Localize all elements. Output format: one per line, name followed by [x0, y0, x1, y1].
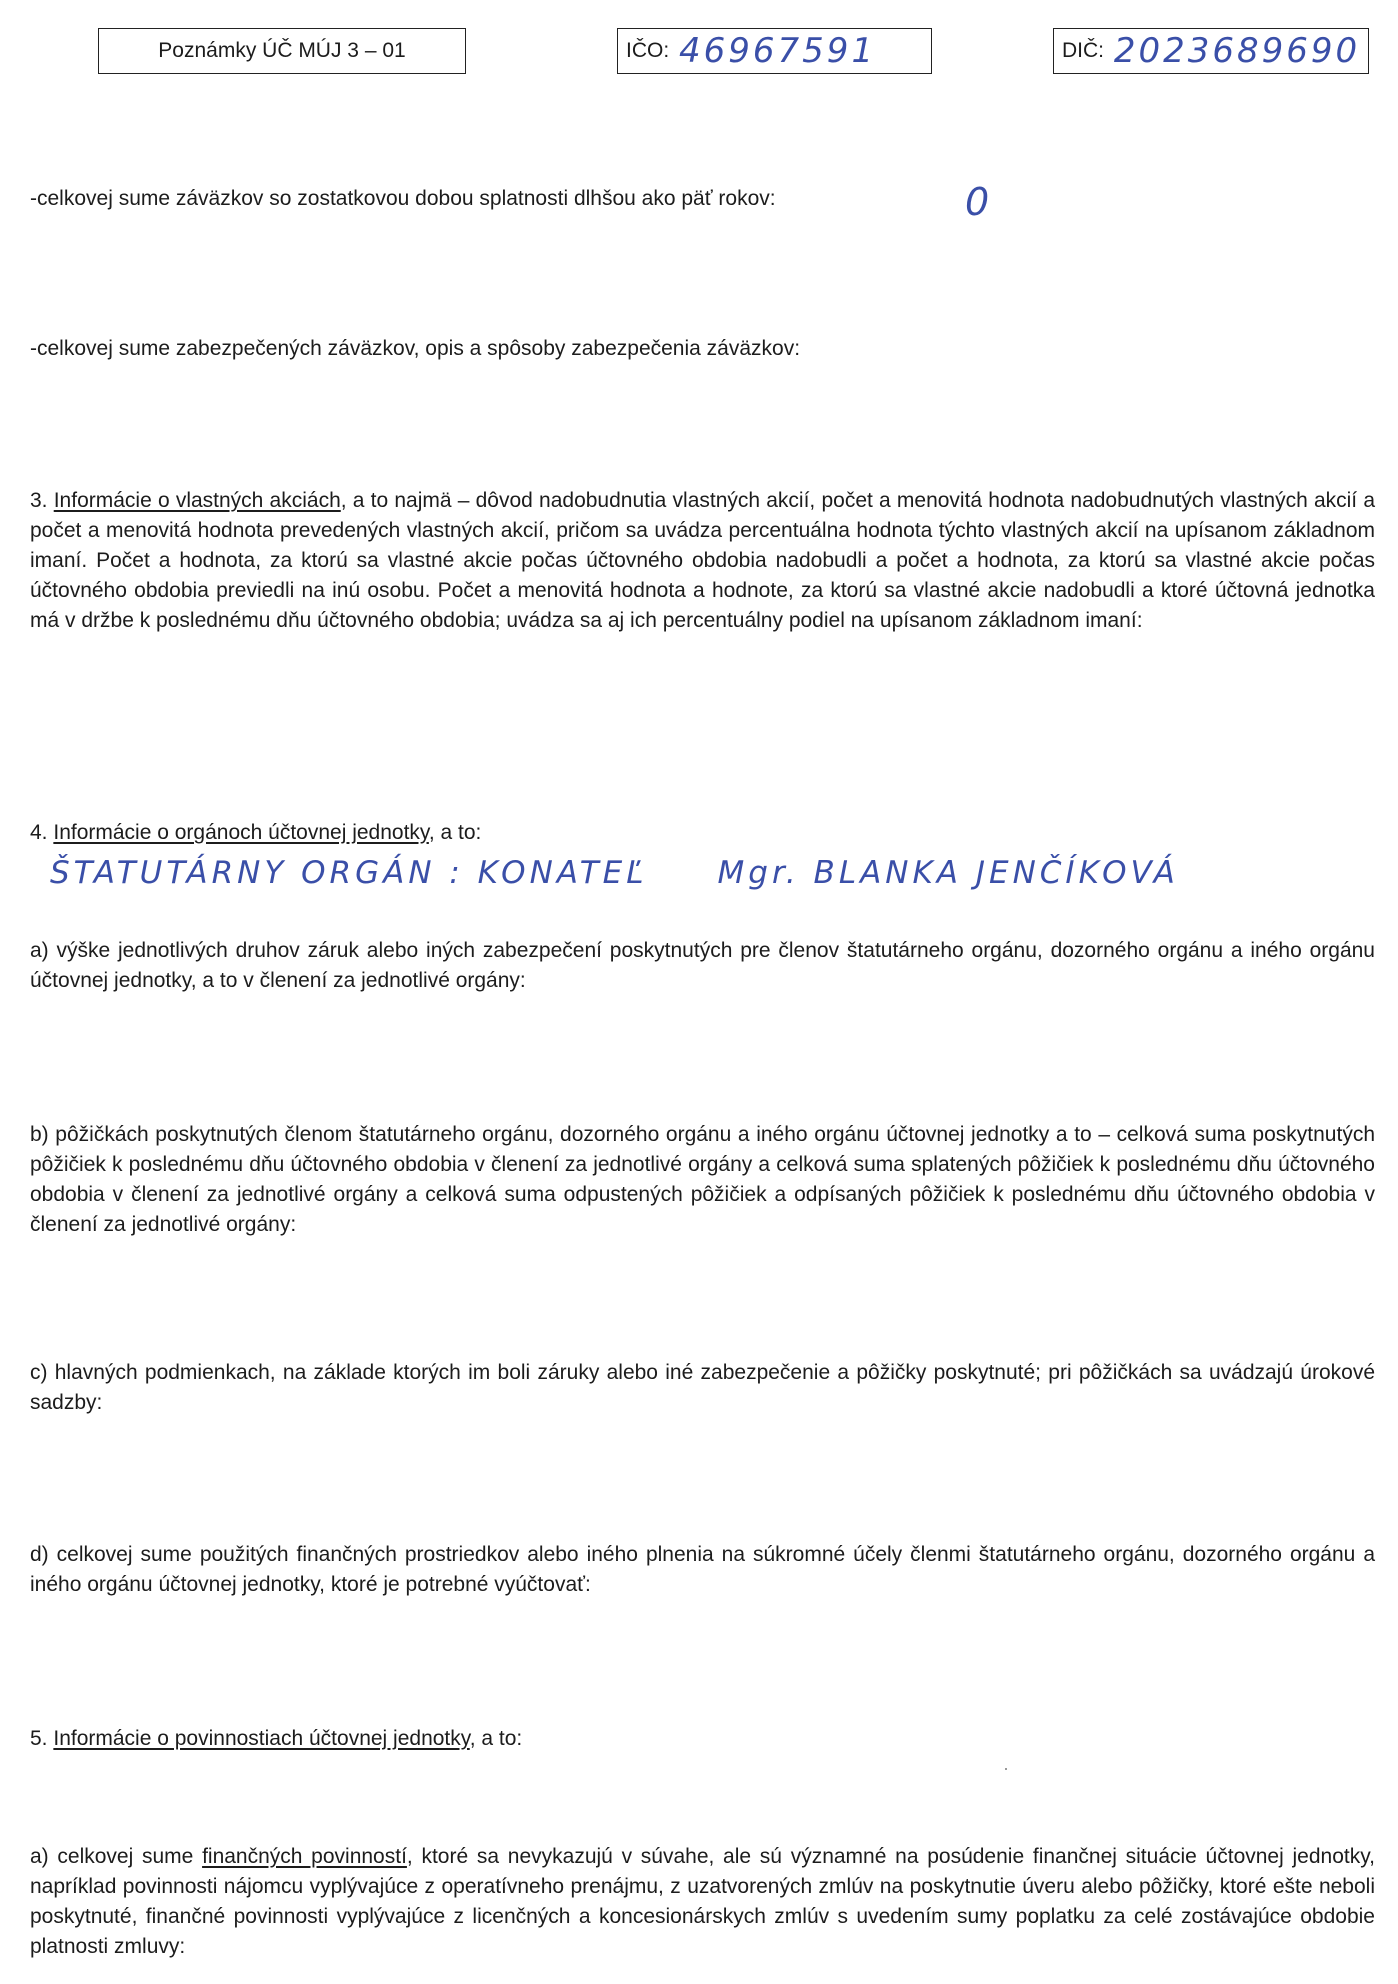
bodies-number: 4. [30, 821, 48, 844]
own-shares-title: Informácie o vlastných akciách [53, 489, 341, 512]
item-b-loans: b) pôžičkách poskytnutých členom štatutárneho orgánu, dozorného orgánu a iného orgánu účtovnej jednotky a to – celková suma poskytnutých pôžičiek k poslednému dňu účtovného obdobia v členení za jednotlivé orgány a celková suma splatených pôžičiek k poslednému dňu účtovného obdobia v členení za jednotlivé orgány a celková suma odpustených pôžičiek a odpísaných pôžičiek k poslednému dňu účtovného obdobia v členení za jednotlivé orgány: [30, 1123, 1375, 1236]
duties-a-body: , ktoré sa nevykazujú v súvahe, ale sú významné na posúdenie finančnej situácie účtovnej jednotky, napríklad povinnosti nájomcu vyplývajúce z operatívneho prenájmu, z uzatvorených zmlúv na poskytnutie úveru alebo pôžičky, ktoré ešte neboli poskytnuté, finančné povinnosti vyplývajúce z licenčných a koncesionárskych zmlúv s uvedením sumy poplatku za celé zostávajúce obdobie platnosti zmluvy: [30, 1845, 1375, 1958]
dic-label: DIČ: [1062, 39, 1104, 62]
ico-value: 46967591 [679, 31, 877, 71]
item-c-conditions: c) hlavných podmienkach, na základe ktorých im boli záruky alebo iné zabezpečenie a pôžičky poskytnuté; pri pôžičkách sa uvádzajú úrokové sadzby: [30, 1361, 1375, 1414]
handwritten-statutory-body [50, 855, 1179, 891]
form-label-box [98, 28, 466, 74]
item-a-guarantees: a) výške jednotlivých druhov záruk alebo iných zabezpečení poskytnutých pre členov štatutárneho orgánu, dozorného orgánu a iného orgánu účtovnej jednotky, a to v členení za jednotlivé orgány: [30, 939, 1375, 992]
bodies-section-heading [30, 818, 1375, 848]
form-label: Poznámky ÚČ MÚJ 3 – 01 [158, 39, 406, 62]
duties-item-a [30, 1842, 1375, 1962]
duties-a-prefix: a) celkovej sume [30, 1845, 203, 1868]
item-d-private-use: d) celkovej sume použitých finančných prostriedkov alebo iného plnenia na súkromné účely členmi štatutárneho orgánu, dozorného orgánu a iného orgánu účtovnej jednotky, ktoré je potrebné vyúčtovať: [30, 1543, 1375, 1596]
long-term-liabilities-answer: 0 [965, 180, 990, 224]
dic-box [1053, 28, 1369, 74]
duties-suffix: , a to: [469, 1727, 523, 1750]
handwritten-name: Mgr. BLANKA JENČÍKOVÁ [717, 855, 1179, 891]
bodies-title: Informácie o orgánoch účtovnej jednotky [53, 821, 429, 844]
duties-section-heading [30, 1724, 1375, 1754]
dic-value: 2023689690 [1113, 31, 1361, 71]
handwritten-role: ŠTATUTÁRNY ORGÁN : KONATEĽ [50, 855, 648, 891]
duties-number: 5. [30, 1727, 48, 1750]
ico-box [617, 28, 932, 74]
secured-liabilities-text: -celkovej sume zabezpečených záväzkov, opis a spôsoby zabezpečenia záväzkov: [30, 337, 801, 360]
ico-label: IČO: [626, 39, 670, 62]
own-shares-body: , a to najmä – dôvod nadobudnutia vlastných akcií, počet a menovitá hodnota nadobudnutých vlastných akcií a počet a menovitá hodnota prevedených vlastných akcií, pričom sa uvádza percentuálna hodnota týchto vlastných akcií na upísanom základnom imaní. Počet a hodnota, za ktorú sa vlastné akcie počas účtovného obdobia nadobudli a počet a hodnota, za ktorú sa vlastné akcie počas účtovného obdobia previedli na inú osobu. Počet a menovitá hodnota a hodnote, za ktorú sa vlastné akcie nadobudli a ktoré účtovná jednotka má v držbe k poslednému dňu účtovného obdobia; uvádza sa aj ich percentuálny podiel na upísanom základnom imaní: [30, 489, 1375, 632]
duties-title: Informácie o povinnostiach účtovnej jednotky [53, 1727, 470, 1750]
bodies-suffix: , a to: [428, 821, 482, 844]
own-shares-section [30, 486, 1375, 636]
own-shares-number: 3. [30, 489, 48, 512]
duties-a-link: finančných povinností [202, 1845, 407, 1868]
long-term-liabilities-text: -celkovej sume záväzkov so zostatkovou dobou splatnosti dlhšou ako päť rokov: [30, 187, 776, 210]
scan-speck [1005, 1768, 1007, 1770]
